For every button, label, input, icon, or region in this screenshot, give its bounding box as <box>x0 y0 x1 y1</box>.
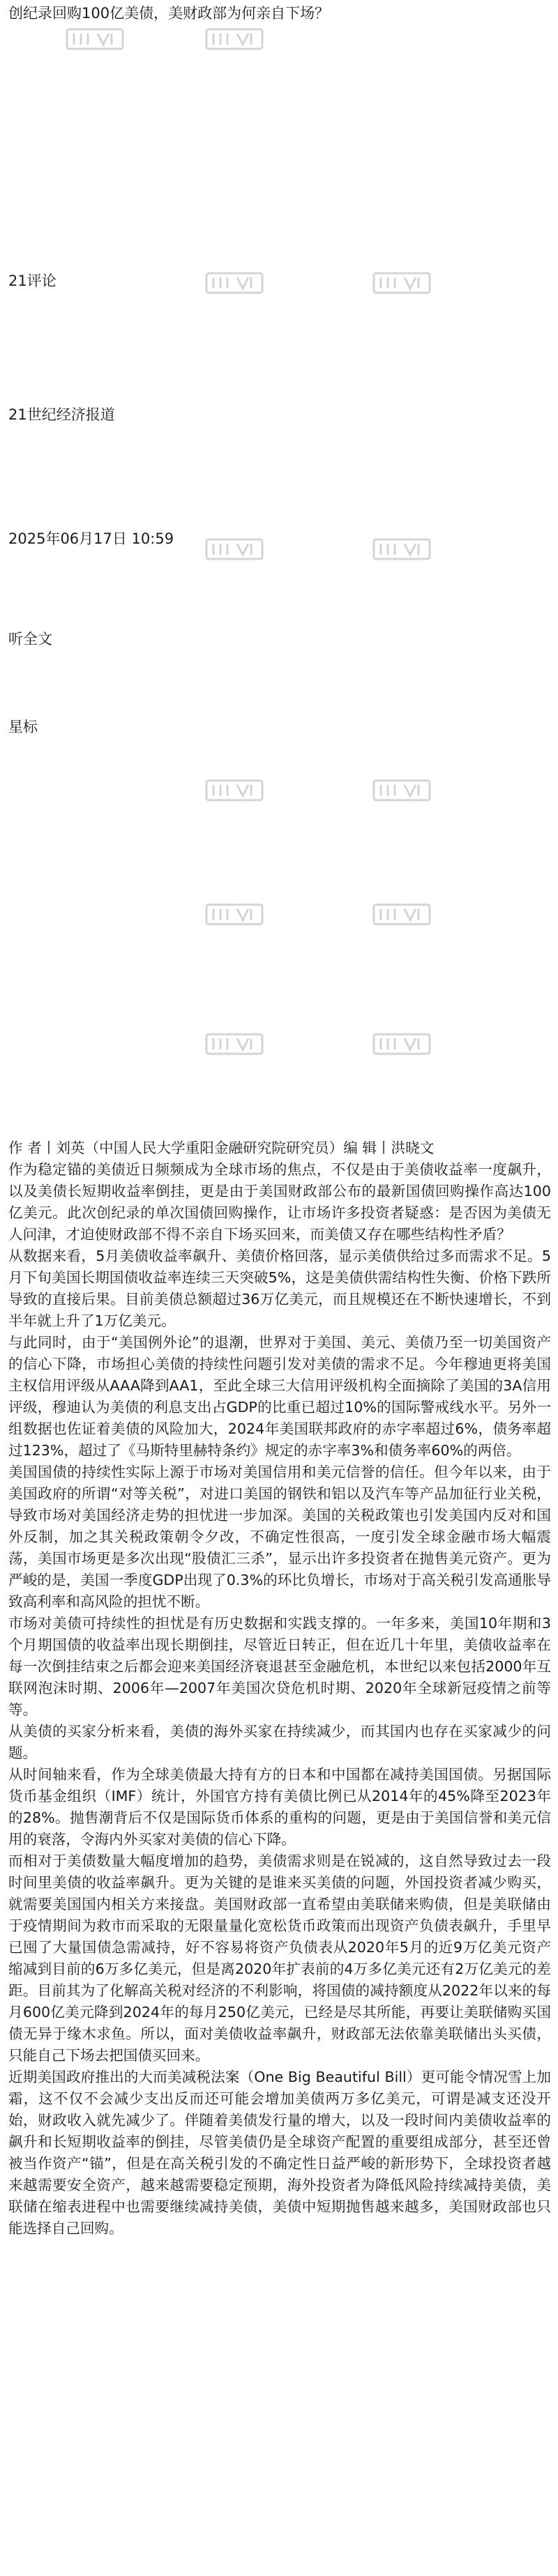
article-paragraph: 从美债的买家分析来看，美债的海外买家在持续减少，而其国内也存在买家减少的问题。 <box>8 1723 551 1761</box>
article-paragraph: 从数据来看，5月美债收益率飙升、美债价格回落，显示美债供给过多而需求不足。5月下旬美国长期国债收益率连续三天突破5%，这是美债供需结构性失衡、价格下跌所导致的直接后果。目前美债总额超过36万亿美元，而且规模还在不断快速增长，不到半年就上升了1万亿美元。 <box>8 1248 551 1329</box>
article-paragraph: 市场对美债可持续性的担忧是有历史数据和实践支撑的。一年多来，美国10年期和3个月期国债的收益率出现长期倒挂，尽管近日转正，但在近几十年里，美债收益率在每一次倒挂结束之后都会迎来美国经济衰退甚至金融危机，本世纪以来包括2000年互联网泡沫时期、2006年—2007年美国次贷危机时期、2020年全球新冠疫情之前等等。 <box>8 1615 551 1718</box>
watermark-logo <box>370 1030 434 1061</box>
article-paragraph: 美国国债的持续性实际上源于市场对美国信用和美元信誉的信任。但今年以来，由于美国政府的所谓“对等关税”，对进口美国的钢铁和铝以及汽车等产品加征行业关税，导致市场对美国经济走势的担忧进一步加深。美国的关税政策也引发美国内反对和国外反制，加之其关税政策朝令夕改，不确定性很高，一度引发全球金融市场大幅震荡，美国市场更是多次出现“股债汇三杀”，显示出许多投资者在抛售美元资产。更为严峻的是，美国一季度GDP出现了0.3%的环比负增长，市场对于高关税引发高通胀导致高利率和高风险的担忧不断。 <box>8 1464 551 1610</box>
watermark-logo <box>202 1030 266 1061</box>
publish-time: 2025年06月17日 10:59 <box>8 530 174 547</box>
watermark-logo <box>202 269 266 300</box>
watermark-logo <box>202 900 266 931</box>
watermark-logo <box>370 535 434 566</box>
article-paragraph: 与此同时，由于“美国例外论”的退潮，世界对于美国、美元、美债乃至一切美国资产的信心下降，市场担心美债的持续性问题引发对美债的需求不足。今年穆迪更将美国主权信用评级从AAA降到AA1，至此全球三大信用评级机构全面摘除了美国的3A信用评级，穆迪认为美债的利息支出占GDP的比重已超过10%的国际警戒线水平。另外一组数据也佐证着美债的风险加大，2024年美国联邦政府的赤字率超过6%，债务率超过123%，超过了《马斯特里赫特条约》规定的赤字率3%和债务率60%的两倍。 <box>8 1334 551 1459</box>
watermark-logo <box>370 269 434 300</box>
article-paragraph: 作为稳定锚的美债近日频频成为全球市场的焦点，不仅是由于美债收益率一度飙升，以及美债长短期收益率倒挂，更是由于美国财政部公布的最新国债回购操作高达100亿美元。此次创纪录的单次国债回购操作，让市场许多投资者疑惑：是否因为美债无人问津，才迫使财政部不得不亲自下场买回来，而美债又存在哪些结构性矛盾？ <box>8 1161 551 1243</box>
article-body <box>8 1137 551 2239</box>
star-button[interactable]: 星标 <box>8 719 38 735</box>
article-paragraph: 而相对于美债数量大幅度增加的趋势，美债需求则是在锐减的，这自然导致过去一段时间里美债的收益率飙升。更为关键的是谁来买美债的问题，外国投资者减少购买，就需要美国国内相关方来接盘。美国财政部一直希望由美联储来购债，但是美联储由于疫情期间为救市而采取的无限量量化宽松货币政策而出现资产负债表飙升，手里早已囤了大量国债急需减持，好不容易将资产负债表从2020年5月的近9万亿美元资产缩减到目前的6万多亿美元，但是离2020年扩表前的4万多亿美元还有2万亿美元的差距。目前其为了化解高关税对经济的不利影响，将国债的减持额度从2022年以来的每月600亿美元降到2024年的每月250亿美元，已经是尽其所能，再要让美联储购买国债无异于缘木求鱼。所以，面对美债收益率飙升，财政部无法依靠美联储出头买债，只能自己下场去把国债买回来。 <box>8 1853 551 2064</box>
watermark-logo <box>370 900 434 931</box>
source-full-label: 21世纪经济报道 <box>8 406 115 423</box>
watermark-logo <box>202 535 266 566</box>
watermark-logo <box>370 776 434 807</box>
article-byline: 作 者丨刘英（中国人民大学重阳金融研究院研究员）编 辑丨洪晓文 <box>8 1140 435 1156</box>
article-paragraph: 近期美国政府推出的大而美减税法案（One Big Beautiful Bill）更可能令情况雪上加霜，这不仅不会减少支出反而还可能会增加美债两万多亿美元，可谓是减支还没开始，财政收入就先减少了。伴随着美债发行量的增大，以及一段时间内美债收益率的飙升和长短期收益率的倒挂，尽管美债仍是全球资产配置的重要组成部分，甚至还曾被当作资产“锚”，但是在高关税引发的不确定性日益严峻的新形势下，全球投资者越来越需要安全资产，越来越需要稳定预期，海外投资者为降低风险持续减持美债，美联储在缩表进程中也需要继续减持美债，美债中短期抛售越来越多，美国财政部也只能选择自己回购。 <box>8 2069 551 2237</box>
article-paragraph: 从时间轴来看，作为全球美债最大持有方的日本和中国都在减持美国国债。另据国际货币基金组织（IMF）统计，外国官方持有美债比例已从2014年的45%降至2023年的28%。抛售潮背后不仅是国际货币体系的重构的问题，更是由于美国信誉和美元信用的衰落，令海内外买家对美债的信心下降。 <box>8 1766 551 1848</box>
watermark-logo <box>202 776 266 807</box>
watermark-logo <box>63 25 127 56</box>
article-headline: 创纪录回购100亿美债，美财政部为何亲自下场？ <box>8 5 330 22</box>
watermark-logo <box>202 25 266 56</box>
listen-full-text-button[interactable]: 听全文 <box>8 631 52 647</box>
source-short-label: 21评论 <box>8 273 56 289</box>
